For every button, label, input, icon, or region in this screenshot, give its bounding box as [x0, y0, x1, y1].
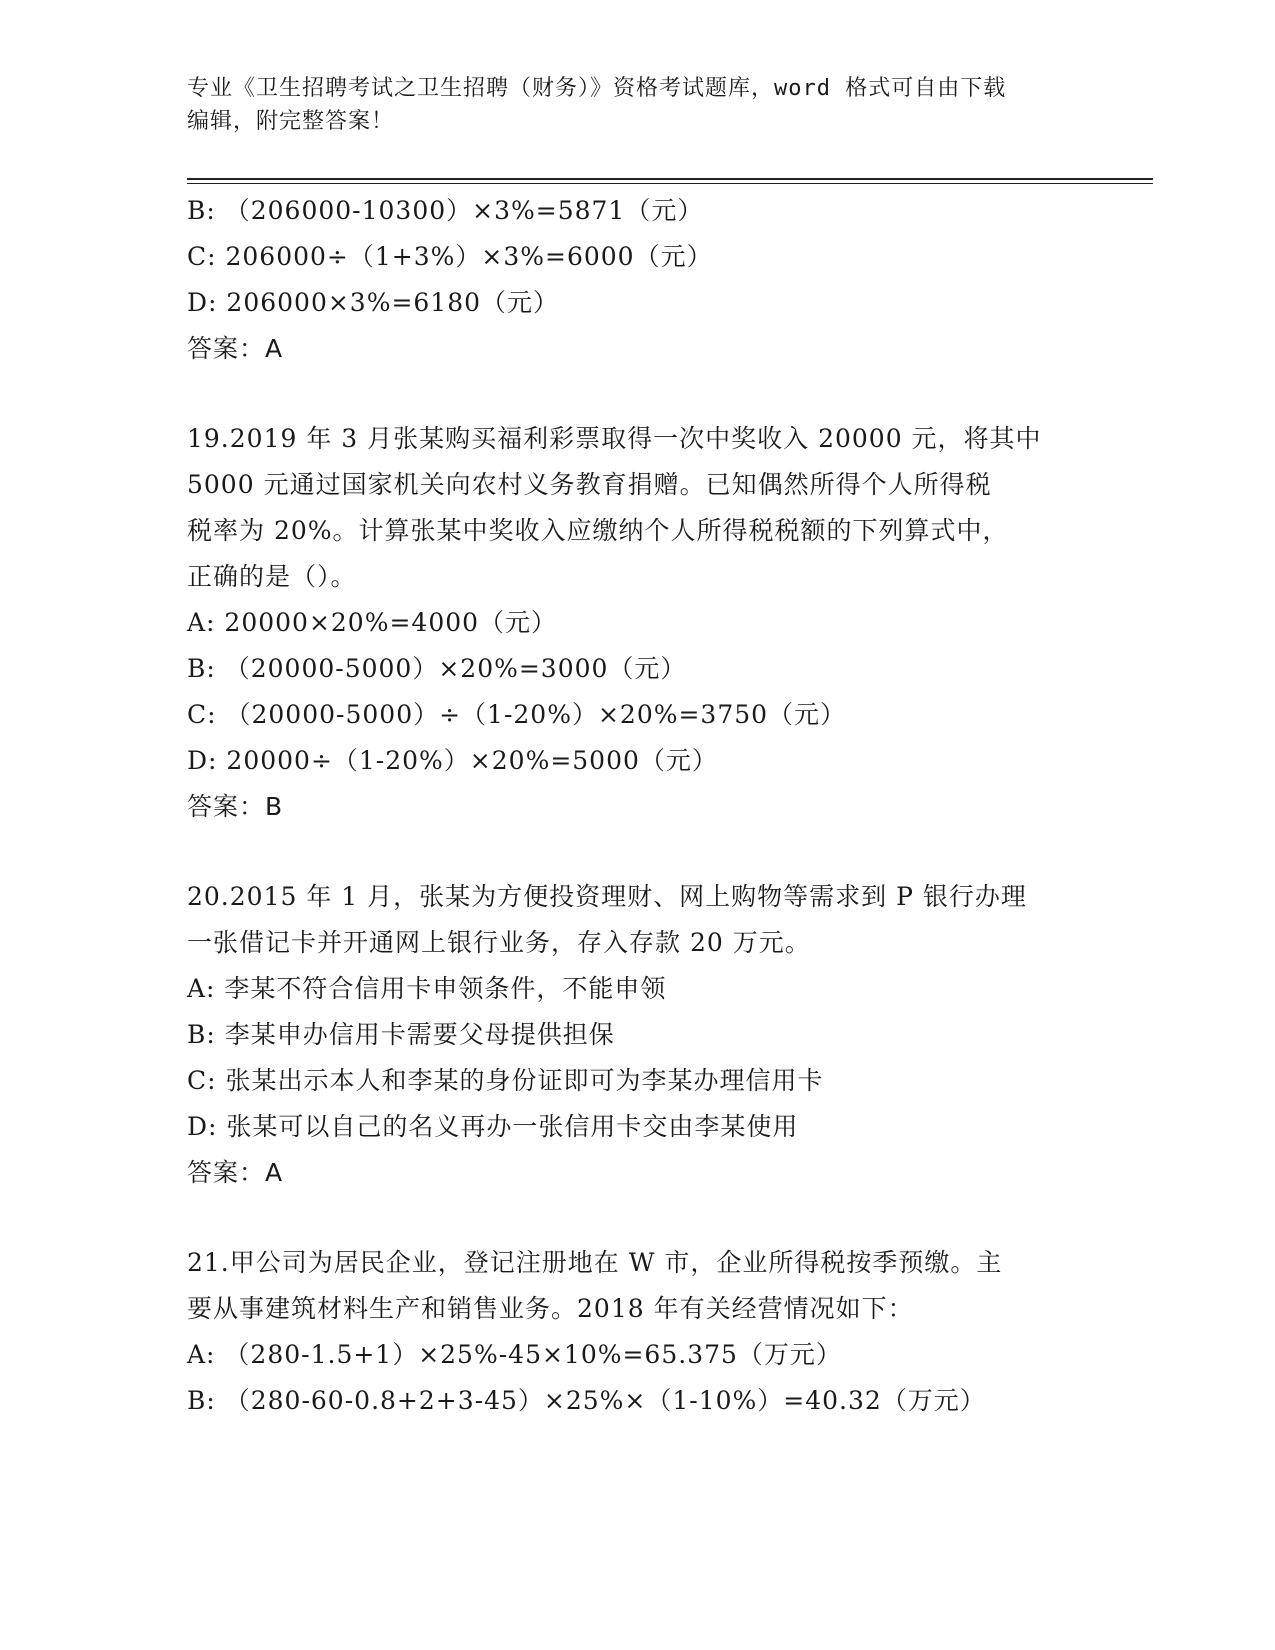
question-18-continued: [187, 188, 1087, 372]
option-b: B: （280-60-0.8+2+3-45）×25%×（1-10%）=40.32（万元）: [187, 1386, 986, 1415]
option-a: A: 20000×20%=4000（元）: [187, 608, 558, 637]
question-text-line: 19.2019 年 3 月张某购买福利彩票取得一次中奖收入 20000 元，将其中: [187, 424, 1042, 453]
option-d: D: 206000×3%=6180（元）: [187, 288, 560, 317]
answer: 答案：A: [187, 334, 284, 363]
spacer: [187, 830, 1087, 874]
header-rule-thin: [187, 183, 1153, 184]
question-20: [187, 874, 1087, 1196]
question-text-line: 要从事建筑材料生产和销售业务。2018 年有关经营情况如下：: [187, 1294, 914, 1323]
option-d: D: 20000÷（1-20%）×20%=5000（元）: [187, 746, 718, 775]
option-b: B: （20000-5000）×20%=3000（元）: [187, 654, 687, 683]
option-d: D: 张某可以自己的名义再办一张信用卡交由李某使用: [187, 1112, 799, 1141]
spacer: [187, 1196, 1087, 1240]
option-b: B: （206000-10300）×3%=5871（元）: [187, 196, 704, 225]
question-19: [187, 416, 1087, 830]
document-header: [187, 72, 1087, 138]
question-text-line: 正确的是（）。: [187, 562, 357, 591]
question-text-line: 税率为 20%。计算张某中奖收入应缴纳个人所得税税额的下列算式中，: [187, 516, 1009, 545]
question-text-line: 一张借记卡并开通网上银行业务，存入存款 20 万元。: [187, 928, 811, 957]
option-c: C: 张某出示本人和李某的身份证即可为李某办理信用卡: [187, 1066, 824, 1095]
question-text-line: 20.2015 年 1 月，张某为方便投资理财、网上购物等需求到 P 银行办理: [187, 882, 1027, 911]
option-c: C: （20000-5000）÷（1-20%）×20%=3750（元）: [187, 700, 847, 729]
option-a: A: （280-1.5+1）×25%-45×10%=65.375（万元）: [187, 1340, 842, 1369]
document-body: [187, 188, 1087, 1424]
option-b: B: 李某申办信用卡需要父母提供担保: [187, 1020, 615, 1049]
option-a: A: 李某不符合信用卡申领条件，不能申领: [187, 974, 667, 1003]
spacer: [187, 372, 1087, 416]
question-text-line: 5000 元通过国家机关向农村义务教育捐赠。已知偶然所得个人所得税: [187, 470, 992, 499]
option-c: C: 206000÷（1+3%）×3%=6000（元）: [187, 242, 713, 271]
header-rule-thick: [187, 178, 1153, 180]
header-line-2: 编辑，附完整答案！: [187, 109, 395, 134]
answer: 答案：B: [187, 792, 284, 821]
question-text-line: 21.甲公司为居民企业，登记注册地在 W 市，企业所得税按季预缴。主: [187, 1248, 1003, 1277]
header-line-1: 专业《卫生招聘考试之卫生招聘（财务）》资格考试题库，word 格式可自由下载: [187, 76, 1007, 101]
answer: 答案：A: [187, 1158, 284, 1187]
question-21: [187, 1240, 1087, 1424]
